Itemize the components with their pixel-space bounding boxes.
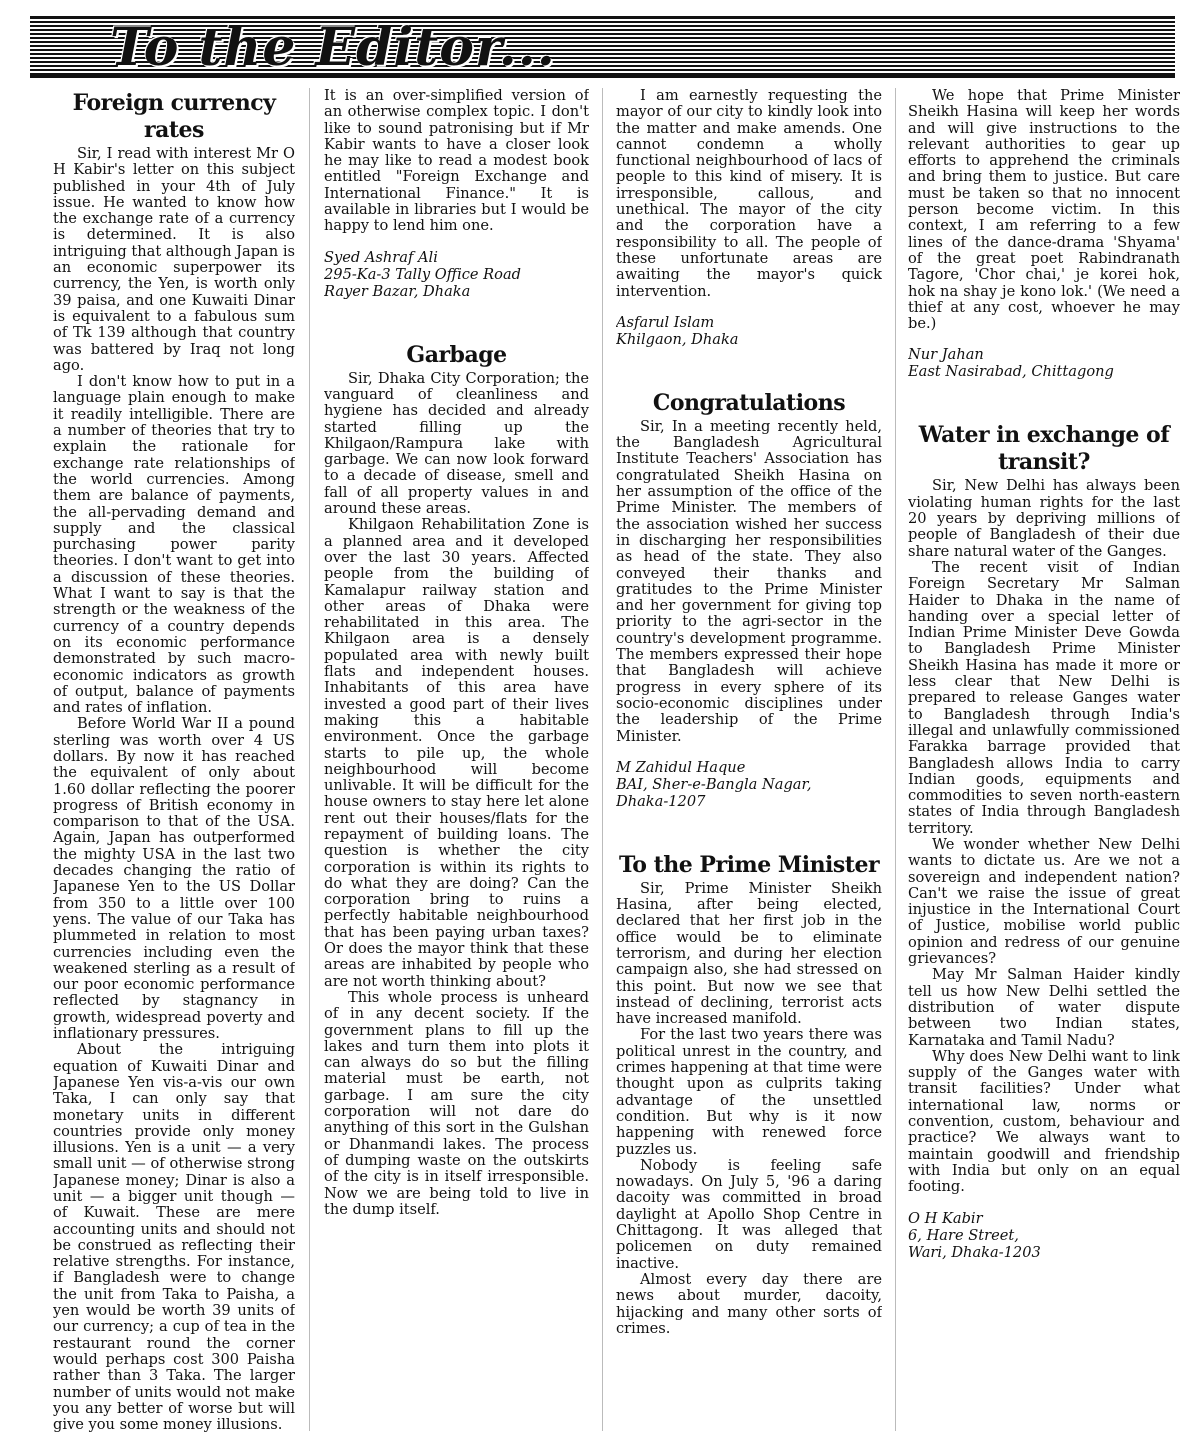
letter-paragraph: The recent visit of Indian Foreign Secretary Mr Salman Haider to Dhaka in the name of handing over a special letter of Indian Prime Minister Deve Gowda to Bangladesh Prime Minister Sheikh Hasina has made it more or less clear that New Delhi is prepared to release Ganges water to Bangladesh through India's illegal and unlawfully commissioned Farakka barrage provided that Bangladesh allows India to carry Indian goods, equipments and commodities to seven north-eastern states of India through Bangladesh territory.	[908, 558, 1180, 837]
signature-congrats	[616, 759, 882, 810]
letter-paragraph: It is an over-simplified version of an otherwise complex topic. I don't like to sound patronising but if Mr Kabir wants to have a closer look he may like to read a modest book entitled "Foreign Exchange and International Finance." It is available in libraries but I would be happy to lend him one.	[324, 88, 589, 235]
letter-paragraph: Sir, Dhaka City Corporation; the vanguard of cleanliness and hygiene has decided and already started filling up the Khilgaon/Rampura lake with garbage. We can now look forward to a decade of disease, smell and fall of all property values in and around these areas.	[324, 369, 589, 518]
column-4	[908, 88, 1180, 1433]
letter-paragraph: For the last two years there was political unrest in the country, and crimes happening at that time were thought upon as culprits taking advantage of the unsettled condition. But why is it now happening with renewed force puzzles us.	[616, 1026, 882, 1158]
signature-pm	[908, 346, 1180, 380]
letter-paragraph: Sir, Prime Minister Sheikh Hasina, after being elected, declared that her first job in the office would be to eliminate terrorism, and during her election campaign also, she had stressed on this point. But now we see that instead of declining, terrorist acts have increased manifold.	[616, 879, 882, 1028]
letter-paragraph: Khilgaon Rehabilitation Zone is a planned area and it developed over the last 30 years. Affected people from the building of Kamalapur railway station and other areas of Dhaka were rehabilitated in this area. The Khilgaon area is a densely populated area with newly built flats and independent houses. Inhabitants of this area have invested a good part of their lives making this a habitable environment. Once the garbage starts to pile up, the whole neighbourhood will become unlivable. It will be difficult for the house owners to stay here let alone rent out their houses/flats for the repayment of building loans. The question is whether the city corporation is within its rights to do what they are doing? Can the corporation bring to ruins a perfectly habitable neighbourhood that has been paying urban taxes? Or does the mayor think that these areas are inhabited by people who are not worth thinking about?	[324, 516, 589, 990]
signature-name: O H Kabir	[908, 1209, 983, 1227]
signature-address: BAI, Sher-e-Bangla Nagar,	[616, 775, 812, 793]
headline-foreign-currency: Foreign currency rates	[72, 90, 276, 143]
letter-paragraph: About the intriguing equation of Kuwaiti Dinar and Japanese Yen vis-a-vis our own Taka, I can only say that monetary units in different countries provide only money illusions. Yen is a unit — a very small unit — of otherwise strong Japanese money; Dinar is also a unit — a bigger unit though — of Kuwait. These are mere accounting units and should not be construed as reflecting their relative strengths. For instance, if Bangladesh were to change the unit from Taka to Paisha, a yen would be worth 39 units of our currency; a cup of tea in the restaurant round the corner would perhaps cost 300 Paisha rather than 3 Taka. The larger number of units would not make you any better of worse but will give you some money illusions.	[53, 1041, 295, 1433]
signature-address: 295-Ka-3 Tally Office Road	[324, 265, 522, 283]
letter-paragraph: May Mr Salman Haider kindly tell us how New Delhi settled the distribution of water dispute between two Indian states, Karnataka and Tamil Nadu?	[908, 966, 1180, 1049]
letter-paragraph: Nobody is feeling safe nowadays. On July 5, '96 a daring dacoity was committed in broad daylight at Apollo Shop Centre in Chittagong. It was alleged that policemen on duty remained inactive.	[616, 1156, 882, 1272]
column-divider	[309, 88, 310, 1431]
letter-paragraph: Before World War II a pound sterling was worth over 4 US dollars. By now it has reached the equivalent of only about 1.60 dollar reflecting the poorer progress of British economy in comparison to that of the USA. Again, Japan has outperformed the mighty USA in the last two decades changing the ratio of Japanese Yen to the US Dollar from 350 to a little over 100 yens. The value of our Taka has plummeted in relation to most currencies including even the weakened sterling as a result of our poor economic performance reflected by stagnancy in growth, widespread poverty and inflationary pressures.	[53, 715, 295, 1043]
signature-address: East Nasirabad, Chittagong	[908, 363, 1114, 381]
signature-name: M Zahidul Haque	[616, 758, 746, 776]
letter-paragraph: Sir, New Delhi has always been violating human rights for the last 20 years by depriving millions of people of Bangladesh of their due share natural water of the Ganges.	[908, 477, 1180, 560]
letter-paragraph: We wonder whether New Delhi wants to dictate us. Are we not a sovereign and independent nation? Can't we raise the issue of great injustice in the International Court of Justice, mobilise world public opinion and redress of our genuine grievances?	[908, 835, 1180, 968]
letter-paragraph: Sir, In a meeting recently held, the Bangladesh Agricultural Institute Teachers' Association has congratulated Sheikh Hasina on her assumption of the office of the Prime Minister. The members of the association wished her success in discharging her responsibilities as head of the state. They also conveyed their thanks and gratitudes to the Prime Minister and her government for giving top priority to the agri-sector in the country's development programme. The members expressed their hope that Bangladesh will achieve progress in every sphere of its socio-economic disciplines under the leadership of the Prime Minister.	[616, 417, 882, 745]
headline-prime-minister: To the Prime Minister	[618, 851, 880, 878]
letter-paragraph: This whole process is unheard of in any decent society. If the government plans to fill up the lakes and turn them into plots it can always do so but the filling material must be earth, not garbage. I am sure the city corporation will not dare do anything of this sort in the Gulshan or Dhanmandi lakes. The process of dumping waste on the outskirts of the city is in itself irresponsible. Now we are being told to live in the dump itself.	[324, 988, 589, 1218]
headline-congratulations: Congratulations	[652, 389, 846, 416]
letter-paragraph: I don't know how to put in a language plain enough to make it readily intelligible. There are a number of theories that try to explain the rationale for exchange rate relationships of the world currencies. Among them are balance of payments, the all-pervading demand and supply and the classical purchasing power parity theories. I don't want to get into a discussion of these theories. What I want to say is that the strength or the weakness of the currency of a country depends on its economic performance demonstrated by such macro-economic indicators as growth of output, balance of payments and rates of inflation.	[53, 373, 295, 717]
signature-name: Nur Jahan	[908, 346, 984, 364]
signature-address: Rayer Bazar, Dhaka	[324, 282, 471, 300]
letter-paragraph: Sir, I read with interest Mr O H Kabir's letter on this subject published in your 4th of July issue. He wanted to know how the exchange rate of a currency is determined. It is also intriguing that although Japan is an economic superpower its currency, the Yen, is worth only 39 paisa, and one Kuwaiti Dinar is equivalent to a fabulous sum of Tk 139 although that country was battered by Iraq not long ago.	[53, 145, 295, 374]
headline-garbage: Garbage	[406, 341, 507, 368]
signature-address: Khilgaon, Dhaka	[616, 330, 739, 348]
letter-paragraph: Almost every day there are news about murder, dacoity, hijacking and many other sorts of crimes.	[616, 1270, 882, 1337]
signature-water	[908, 1210, 1180, 1261]
letter-paragraph: We hope that Prime Minister Sheikh Hasina will keep her words and will give instructions to the relevant authorities to gear up efforts to apprehend the criminals and bring them to justice. But care must be taken so that no innocent person become victim. In this context, I am referring to a few lines of the dance-drama 'Shyama' of the great poet Rabindranath Tagore, 'Chor chai,' je korei hok, hok na shay je kono lok.' (We need a thief at any cost, whoever he may be.)	[908, 88, 1180, 333]
column-3	[616, 88, 882, 1433]
column-divider	[602, 88, 603, 1431]
letter-paragraph: I am earnestly requesting the mayor of our city to kindly look into the matter and make amends. One cannot condemn a wholly functional neighbourhood of lacs of people to this kind of misery. It is irresponsible, callous, and unethical. The mayor of the city and the corporation have a responsibility to all. The people of these unfortunate areas are awaiting the mayor's quick intervention.	[616, 88, 882, 300]
headline-water-transit: Water in exchange of transit?	[918, 422, 1170, 476]
column-1	[53, 88, 295, 1433]
column-2	[324, 88, 589, 1433]
section-banner	[30, 16, 1175, 78]
signature-name: Syed Ashraf Ali	[324, 248, 438, 266]
signature-name: Asfarul Islam	[616, 313, 715, 331]
signature-garbage	[616, 314, 882, 348]
column-divider	[895, 88, 896, 1431]
signature-address: Wari, Dhaka-1203	[908, 1243, 1041, 1261]
signature-address: 6, Hare Street,	[908, 1226, 1019, 1244]
section-title: To the Editor...	[110, 17, 556, 78]
letter-paragraph: Why does New Delhi want to link supply of the Ganges water with transit facilities? Under what international law, norms or convention, custom, behaviour and practice? We always want to maintain goodwill and friendship with India but only on an equal footing.	[908, 1047, 1180, 1196]
signature-address: Dhaka-1207	[616, 792, 706, 810]
signature-foreign	[324, 249, 589, 300]
